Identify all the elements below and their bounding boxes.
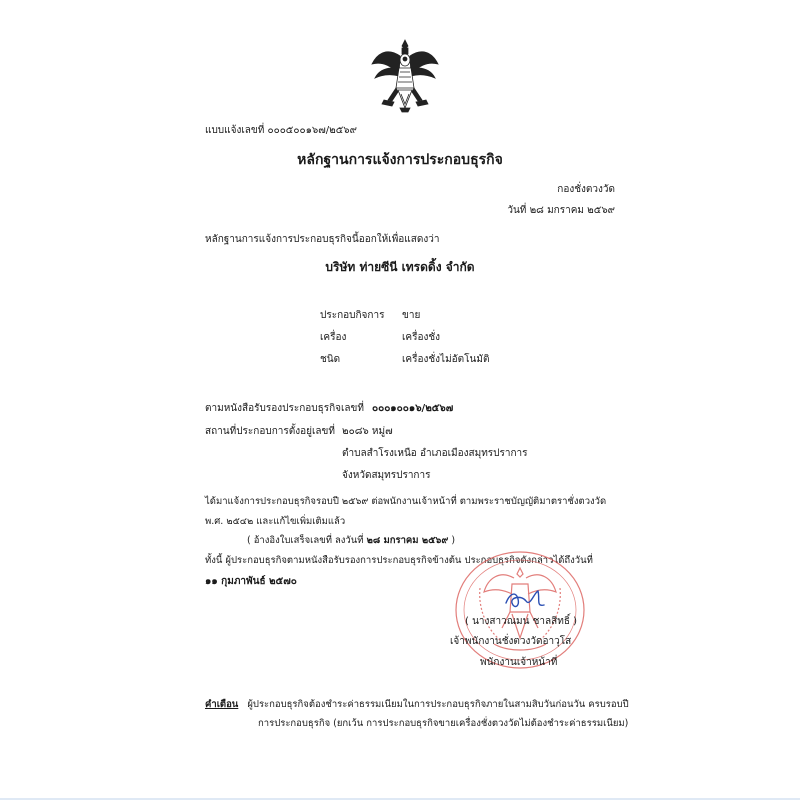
license-number: ๐๐๐๑๐๐๑๖/๒๕๖๗ [372, 403, 454, 414]
warning-label: คำเตือน [205, 699, 239, 710]
intro-text: หลักฐานการแจ้งการประกอบธุรกิจนี้ออกให้เพื่อแสดงว่า [205, 234, 440, 245]
reference-prefix: ( อ้างอิงใบเสร็จเลขที่ ลงวันที่ [247, 535, 364, 546]
body-line-2: พ.ศ. ๒๕๔๒ และแก้ไขเพิ่มเติมแล้ว [205, 516, 346, 527]
validity-date: ๑๑ กุมภาพันธ์ ๒๕๗๐ [205, 576, 297, 587]
license-label: ตามหนังสือรับรองประกอบธุรกิจเลขที่ [205, 403, 364, 414]
signer-role: พนักงานเจ้าหน้าที่ [480, 657, 558, 668]
body-line-1: ได้มาแจ้งการประกอบธุรกิจรอบปี ๒๕๖๙ ต่อพนักงานเจ้าหน้าที่ ตามพระราชบัญญัติมาตราชั่งตวงวัด [205, 496, 607, 507]
receipt-reference [247, 533, 455, 548]
address-line-3: จังหวัดสมุทรปราการ [342, 470, 431, 481]
handwritten-signature [500, 585, 550, 613]
warning-block [205, 697, 629, 712]
signer-name: ( นางสาวณมน ชาลสิทธิ์ ) [465, 616, 578, 627]
warning-line-2: การประกอบธุรกิจ (ยกเว้น การประกอบธุรกิจขายเครื่องชั่งตวงวัดไม่ต้องชำระค่าธรรมเนียม) [258, 718, 629, 729]
signer-position: เจ้าพนักงานชั่งตวงวัดอาวุโส [450, 636, 572, 647]
detail-value-device: เครื่องชั่ง [402, 332, 441, 343]
warning-line-1: ผู้ประกอบธุรกิจต้องชำระค่าธรรมเนียมในการประกอบธุรกิจภายในสามสิบวันก่อนวัน ครบรอบปี [247, 699, 629, 710]
address-line-1: ๒๐๘๖ หมู่๗ [342, 426, 393, 437]
detail-value-business: ขาย [402, 310, 421, 321]
address-line-2: ตำบลสำโรงเหนือ อำเภอเมืองสมุทรปราการ [342, 448, 528, 459]
detail-label-device: เครื่อง [320, 332, 347, 343]
form-number: แบบแจ้งเลขที่ ๐๐๐๕๐๐๑๖๗/๒๕๖๙ [205, 125, 357, 136]
detail-label-type: ชนิด [320, 354, 341, 365]
document-title: หลักฐานการแจ้งการประกอบธุรกิจ [297, 152, 503, 168]
detail-label-business: ประกอบกิจการ [320, 310, 385, 321]
reference-date: ๒๘ มกราคม ๒๕๖๙ [366, 535, 449, 546]
validity-line: ทั้งนี้ ผู้ประกอบธุรกิจตามหนังสือรับรองการประกอบธุรกิจข้างต้น ประกอบธุรกิจดังกล่าวได้ถึงวันที่ [205, 555, 593, 566]
agency-name: กองชั่งตวงวัด [557, 184, 615, 195]
detail-value-type: เครื่องชั่งไม่อัตโนมัติ [402, 354, 490, 365]
issue-date: วันที่ ๒๘ มกราคม ๒๕๖๙ [507, 205, 615, 216]
reference-suffix: ) [451, 535, 456, 546]
garuda-emblem-icon [370, 38, 440, 114]
company-name: บริษัท ท่ายซีนี เทรดดิ้ง จำกัด [325, 260, 475, 274]
location-label: สถานที่ประกอบการตั้งอยู่เลขที่ [205, 426, 335, 437]
